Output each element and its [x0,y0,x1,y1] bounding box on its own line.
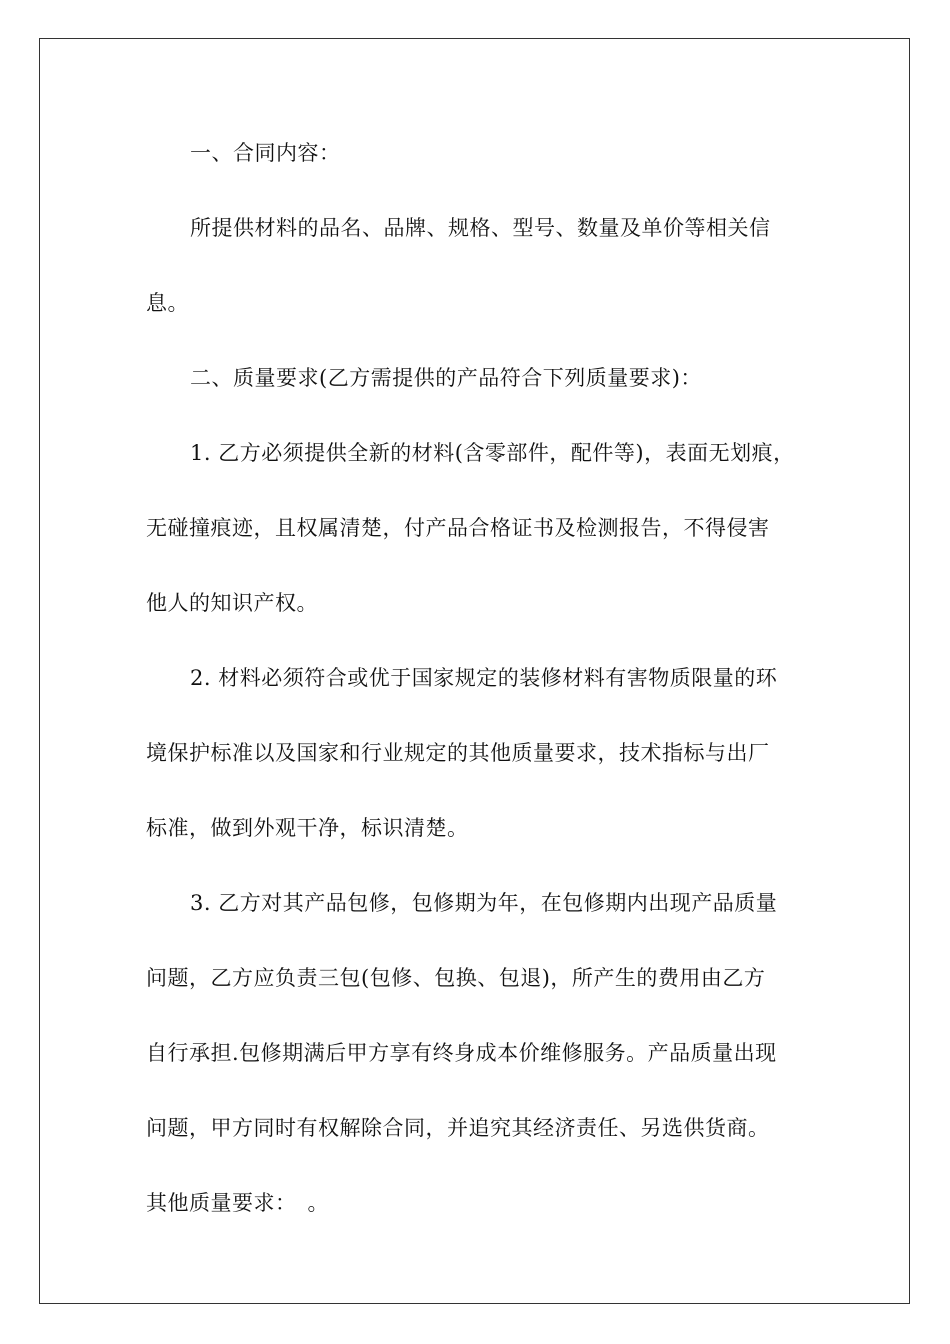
paragraph-line: 境保护标准以及国家和行业规定的其他质量要求，技术指标与出厂 [146,741,770,765]
paragraph-line: 所提供材料的品名、品牌、规格、型号、数量及单价等相关信 [190,216,771,240]
section-heading-quality-requirements: 二、质量要求(乙方需提供的产品符合下列质量要求)： [190,366,702,390]
paragraph-line: 息。 [146,291,189,315]
paragraph-line: 其他质量要求： 。 [146,1191,329,1215]
paragraph-line: 问题，乙方应负责三包(包修、包换、包退)，所产生的费用由乙方 [146,966,766,990]
list-item-line: 2. 材料必须符合或优于国家规定的装修材料有害物质限量的环 [190,666,778,690]
paragraph-line: 无碰撞痕迹，且权属清楚，付产品合格证书及检测报告，不得侵害 [146,516,770,540]
list-item-line: 1. 乙方必须提供全新的材料(含零部件，配件等)，表面无划痕， [190,441,795,465]
paragraph-line: 自行承担.包修期满后甲方享有终身成本价维修服务。产品质量出现 [146,1041,777,1065]
section-heading-contract-content: 一、合同内容： [190,141,341,165]
paragraph-line: 问题，甲方同时有权解除合同，并追究其经济责任、另选供货商。 [146,1116,770,1140]
list-item-line: 3. 乙方对其产品包修，包修期为年，在包修期内出现产品质量 [190,891,778,915]
paragraph-line: 他人的知识产权。 [146,591,318,615]
paragraph-line: 标准，做到外观干净，标识清楚。 [146,816,469,840]
